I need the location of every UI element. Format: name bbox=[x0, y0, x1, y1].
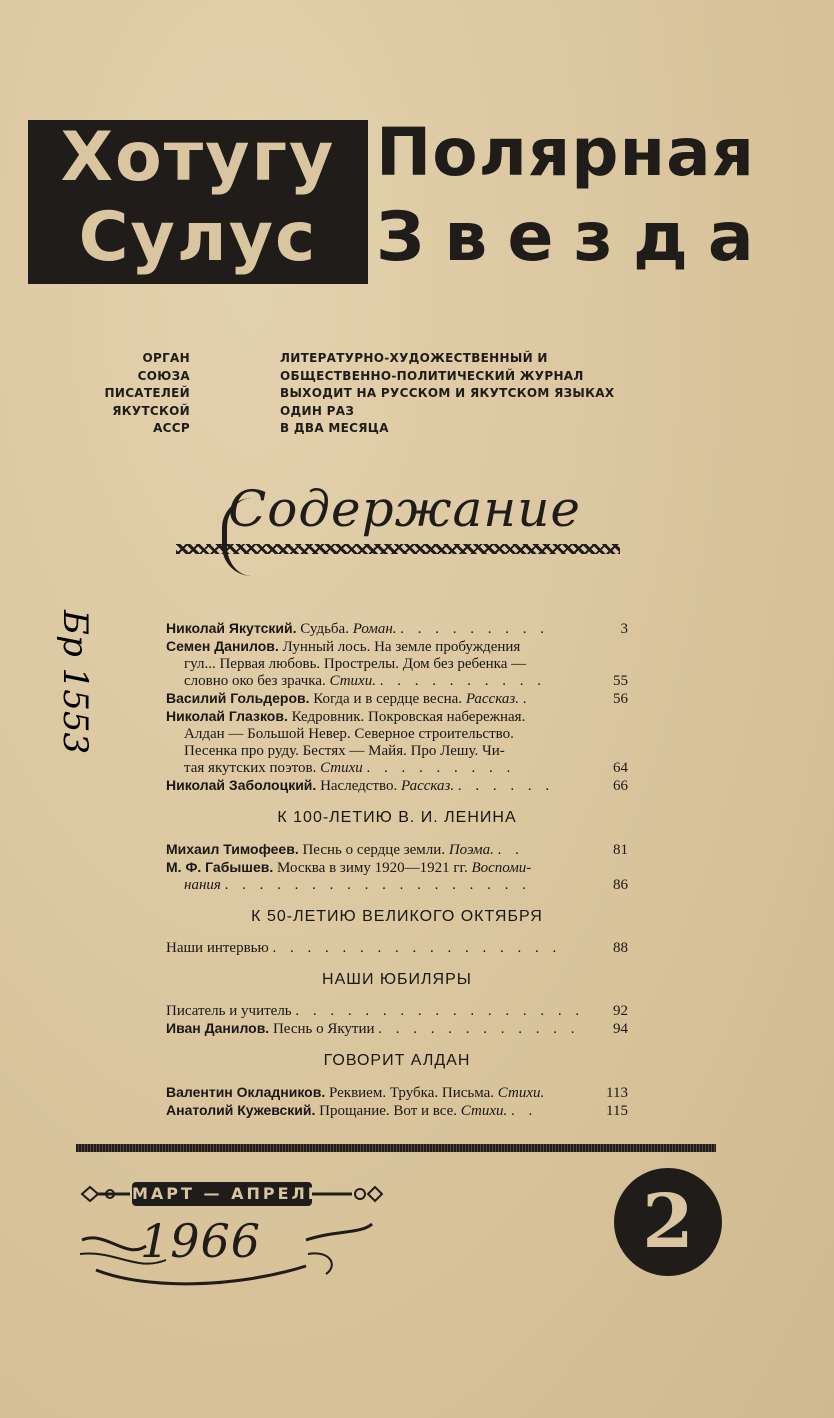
toc-title: Кедровник. Покровская набережная. bbox=[291, 709, 526, 725]
toc-entry bbox=[166, 620, 628, 638]
toc-section-heading: НАШИ ЮБИЛЯРЫ bbox=[322, 971, 472, 988]
organ-line: СОЮЗА bbox=[137, 368, 190, 383]
toc-entry bbox=[166, 940, 628, 957]
yakut-title-line1: Хотугу bbox=[60, 118, 336, 197]
toc-title-continued bbox=[166, 877, 594, 894]
toc-title-continued: Песенка про руду. Бестях — Майя. Про Лешу. Чи- bbox=[184, 743, 505, 759]
toc-title: тая якутских поэтов. bbox=[184, 760, 317, 776]
toc-leader-dots: . bbox=[522, 691, 532, 707]
table-of-contents bbox=[166, 620, 628, 1120]
issue-number: 2 bbox=[642, 1179, 694, 1265]
toc-genre: Стихи bbox=[320, 760, 363, 776]
toc-section-heading: К 100-ЛЕТИЮ В. И. ЛЕНИНА bbox=[277, 809, 517, 826]
description-line: ОДИН РАЗ bbox=[280, 403, 355, 418]
toc-page: 81 bbox=[613, 842, 628, 858]
footer-rule bbox=[76, 1144, 716, 1152]
toc-author: Николай Глазков. bbox=[166, 708, 288, 724]
toc-page: 56 bbox=[613, 691, 628, 707]
toc-title: Лунный лось. На земле пробуждения bbox=[282, 639, 521, 655]
description-line: В ДВА МЕСЯЦА bbox=[280, 421, 389, 435]
yakut-title-block bbox=[28, 120, 368, 284]
margin-note-text: Бр 1553 bbox=[55, 610, 95, 755]
description-column bbox=[280, 350, 700, 438]
organ-line: АССР bbox=[153, 421, 190, 435]
toc-entry bbox=[166, 638, 628, 690]
russian-title-line1: Полярная bbox=[376, 114, 756, 191]
toc-entry bbox=[166, 841, 628, 859]
toc-page: 113 bbox=[606, 1085, 628, 1101]
toc-page: 55 bbox=[613, 673, 628, 689]
toc-leader-dots: . . . . . . . . . bbox=[366, 760, 516, 776]
toc-title: словно око без зрачка. bbox=[184, 673, 326, 689]
toc-title: Наши интервью bbox=[166, 940, 269, 956]
toc-title: Реквием. Трубка. Письма. bbox=[328, 1085, 495, 1101]
toc-page: 66 bbox=[613, 778, 628, 794]
toc-title: Наследство. bbox=[320, 778, 398, 794]
toc-genre: Стихи. bbox=[329, 673, 376, 689]
toc-page: 94 bbox=[613, 1021, 628, 1037]
toc-entry bbox=[166, 690, 628, 708]
toc-title: Писатель и учитель bbox=[166, 1003, 292, 1019]
toc-genre: Поэма. bbox=[448, 842, 494, 858]
toc-leader-dots: . . bbox=[511, 1103, 538, 1119]
toc-leader-dots: . . . . . . bbox=[457, 778, 555, 794]
toc-author: Анатолий Кужевский. bbox=[166, 1102, 316, 1118]
organ-line: ЯКУТСКОЙ bbox=[112, 403, 190, 418]
toc-title-continued: Алдан — Большой Невер. Северное строительство. bbox=[184, 726, 514, 742]
toc-page: 86 bbox=[613, 877, 628, 893]
description-line: ВЫХОДИТ НА РУССКОМ И ЯКУТСКОМ ЯЗЫКАХ bbox=[280, 386, 615, 400]
organ-line: ПИСАТЕЛЕЙ bbox=[104, 386, 190, 400]
toc-entry bbox=[166, 1084, 628, 1102]
toc-page: 64 bbox=[613, 760, 628, 776]
toc-title: Когда и в сердце весна. bbox=[313, 691, 463, 707]
toc-title: Прощание. Вот и все. bbox=[319, 1103, 458, 1119]
toc-leader-dots: . . . . . . . . . . . . . . . . . bbox=[272, 940, 562, 956]
toc-author: Семен Данилов. bbox=[166, 638, 279, 654]
toc-genre: Рассказ. bbox=[465, 691, 519, 707]
issue-year: 1966 bbox=[140, 1214, 262, 1268]
toc-title-continued: гул... Первая любовь. Прострелы. Дом без ребенка — bbox=[184, 656, 527, 672]
toc-entry bbox=[166, 1020, 628, 1038]
toc-title-continued bbox=[166, 760, 594, 777]
toc-author: Михаил Тимофеев. bbox=[166, 841, 299, 857]
toc-entry bbox=[166, 1102, 628, 1120]
description-line: ОБЩЕСТВЕННО-ПОЛИТИЧЕСКИЙ ЖУРНАЛ bbox=[280, 368, 584, 383]
toc-leader-dots: . . . . . . . . . . bbox=[379, 673, 546, 689]
organ-column bbox=[100, 350, 190, 438]
toc-page: 92 bbox=[613, 1003, 628, 1019]
toc-author: Иван Данилов. bbox=[166, 1020, 270, 1036]
toc-section-heading: К 50-ЛЕТИЮ ВЕЛИКОГО ОКТЯБРЯ bbox=[251, 908, 543, 925]
toc-author: Василий Гольдеров. bbox=[166, 690, 310, 706]
toc-genre: Стихи. bbox=[460, 1103, 508, 1119]
yakut-title-line2: Сулус bbox=[78, 198, 318, 277]
toc-title-continued bbox=[166, 673, 594, 690]
toc-author: Валентин Окладников. bbox=[166, 1084, 326, 1100]
toc-genre: Стихи. bbox=[497, 1085, 545, 1101]
toc-leader-dots: . . . . . . . . . . . . . . . . . . bbox=[224, 877, 531, 893]
toc-author: М. Ф. Габышев. bbox=[166, 859, 274, 875]
issue-number-badge bbox=[614, 1168, 722, 1276]
ornament-divider bbox=[176, 544, 620, 554]
toc-genre: Воспоми- bbox=[471, 860, 532, 876]
toc-section-heading: ГОВОРИТ АЛДАН bbox=[323, 1052, 471, 1069]
toc-entry bbox=[166, 859, 628, 894]
toc-leader-dots: . . . . . . . . . . . . bbox=[378, 1021, 580, 1037]
toc-entry bbox=[166, 1003, 628, 1020]
toc-page: 3 bbox=[620, 621, 628, 637]
toc-page: 115 bbox=[606, 1103, 628, 1119]
toc-leader-dots: . . . . . . . . . . . . . . . . . bbox=[295, 1003, 585, 1019]
toc-leader-dots: . . . . . . . . . bbox=[400, 621, 550, 637]
toc-leader-dots: . . bbox=[497, 842, 524, 858]
contents-heading: Содержание bbox=[228, 480, 582, 538]
organ-line: ОРГАН bbox=[142, 351, 190, 365]
toc-entry bbox=[166, 777, 628, 795]
toc-title: Песнь о сердце земли. bbox=[302, 842, 446, 858]
toc-title: Судьба. bbox=[300, 621, 349, 637]
margin-handwritten-note bbox=[20, 610, 95, 800]
toc-entry bbox=[166, 708, 628, 777]
russian-title-line2: Звезда bbox=[376, 198, 774, 277]
toc-genre: нания bbox=[184, 877, 221, 893]
description-line: ЛИТЕРАТУРНО-ХУДОЖЕСТВЕННЫЙ И bbox=[280, 351, 548, 365]
toc-title: Москва в зиму 1920—1921 гг. bbox=[277, 860, 468, 876]
toc-author: Николай Заболоцкий. bbox=[166, 777, 317, 793]
toc-page: 88 bbox=[613, 940, 628, 956]
toc-genre: Рассказ. bbox=[400, 778, 455, 794]
month-ornament-right bbox=[312, 1183, 384, 1205]
toc-author: Николай Якутский. bbox=[166, 620, 297, 636]
toc-genre: Роман. bbox=[352, 621, 397, 637]
toc-title: Песнь о Якутии bbox=[272, 1021, 375, 1037]
issue-month-banner: МАРТ — АПРЕЛЬ bbox=[132, 1182, 312, 1206]
month-ornament-left bbox=[80, 1183, 132, 1205]
